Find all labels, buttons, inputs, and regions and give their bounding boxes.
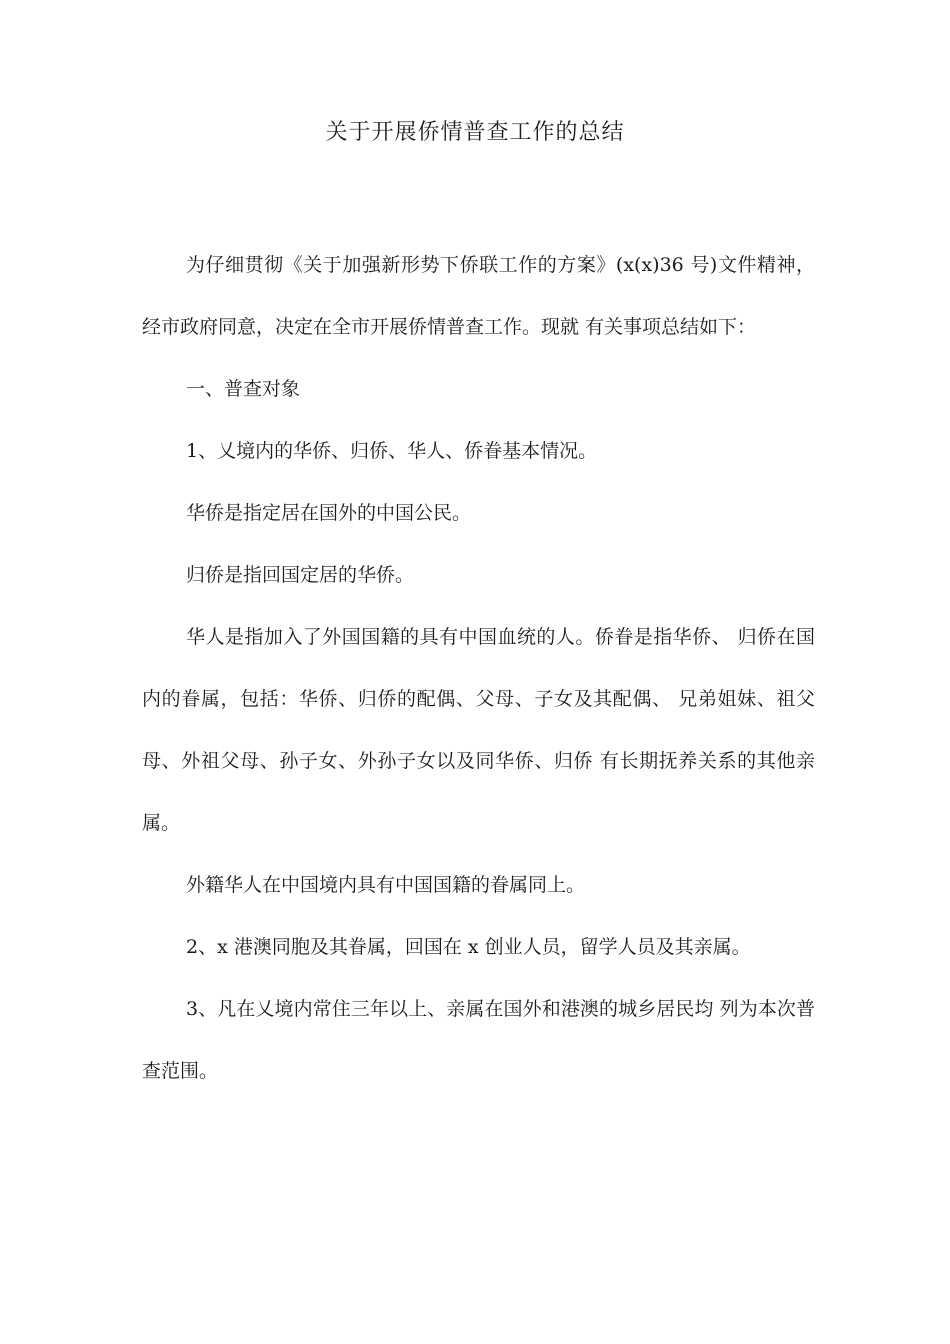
document-title: 关于开展侨情普查工作的总结 <box>325 120 625 145</box>
document-body <box>142 234 815 1102</box>
paragraph-item-3: 3、凡在乂境内常住三年以上、亲属在国外和港澳的城乡居民均 列为本次普查范围。 <box>142 998 815 1082</box>
paragraph-definition-ethnic-chinese: 华人是指加入了外国国籍的具有中国血统的人。侨眷是指华侨、 归侨在国内的眷属，包括：华侨、归侨的配偶、父母、子女及其配偶、 兄弟姐妹、祖父母、外祖父母、孙子女、外孙子女以及同华侨、归侨 有长期抚养关系的其他亲属。 <box>142 626 815 834</box>
paragraph-intro: 为仔细贯彻《关于加强新形势下侨联工作的方案》(x(x)36 号)文件精神，经市政府同意，决定在全市开展侨情普查工作。现就 有关事项总结如下： <box>142 254 815 338</box>
paragraph-foreign-relatives: 外籍华人在中国境内具有中国国籍的眷属同上。 <box>186 874 586 896</box>
paragraph-definition-overseas-chinese: 华侨是指定居在国外的中国公民。 <box>186 502 472 524</box>
paragraph-definition-returned-chinese: 归侨是指回国定居的华侨。 <box>186 564 415 586</box>
paragraph-item-2: 2、x 港澳同胞及其眷属，回国在 x 创业人员，留学人员及其亲属。 <box>186 936 751 958</box>
paragraph-item-1: 1、乂境内的华侨、归侨、华人、侨眷基本情况。 <box>186 440 598 462</box>
section-heading-survey-targets: 一、普查对象 <box>186 378 301 400</box>
